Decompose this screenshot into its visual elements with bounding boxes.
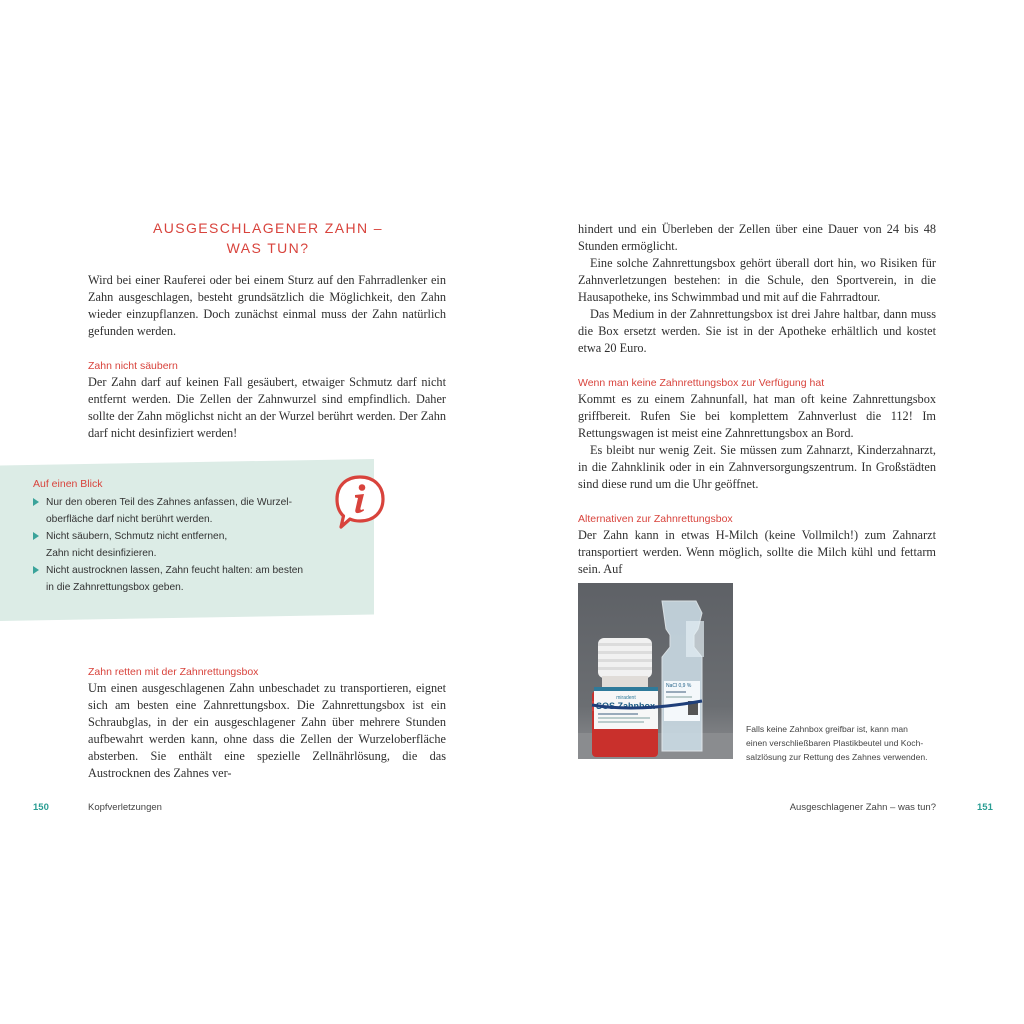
caption-line: einen verschließbaren Plastikbeutel und Koch- xyxy=(746,738,924,748)
section3-paragraphs xyxy=(578,391,936,493)
bullet-triangle-icon xyxy=(33,532,39,540)
section1-text: Der Zahn darf auf keinen Fall gesäubert, etwaiger Schmutz darf nicht entfernt werden. Die Zellen der Zahnwurzel sind empfindlich. Daher sollte der Zahn möglichst nicht an der Wurzel berührt werden. Der Zahn darf nicht desinfiziert werden! xyxy=(88,375,446,440)
caption-line: Falls keine Zahnbox greifbar ist, kann man xyxy=(746,724,908,734)
chapter-title-line2: WAS TUN? xyxy=(226,240,310,256)
photo-caption xyxy=(746,722,936,764)
chapter-title-line1: AUSGESCHLAGENER ZAHN – xyxy=(153,220,383,236)
zahnbox-illustration xyxy=(578,583,733,759)
intro-text: Wird bei einer Rauferei oder bei einem Sturz auf den Fahrradlenker ein Zahn ausgeschlagen, besteht grundsätzlich die Möglichkeit, den Zahn wieder einzupflanzen. Doch zunächst einmal muss der Zahn natürlich gefunden werden. xyxy=(88,273,446,338)
infobox-item-line: in die Zahnrettungsbox geben. xyxy=(46,582,184,593)
infobox-list xyxy=(33,494,323,596)
section-heading-alternativen: Alternativen zur Zahnrettungsbox xyxy=(578,513,733,525)
box-brand-text: miradent xyxy=(616,695,636,701)
info-speech-bubble-icon xyxy=(334,474,386,530)
intro-paragraph xyxy=(88,272,446,340)
caption-line: salzlösung zur Rettung des Zahnes verwenden. xyxy=(746,752,928,762)
section4-paragraph xyxy=(578,527,936,578)
page-number-left: 150 xyxy=(33,802,49,813)
right-top-paragraphs xyxy=(578,221,936,357)
running-head-left: Kopfverletzungen xyxy=(88,802,162,813)
infobox-item-line: Nur den oberen Teil des Zahnes anfassen, die Wurzel- xyxy=(46,497,292,508)
section1-paragraph xyxy=(88,374,446,442)
chapter-title xyxy=(88,218,448,258)
infobox-item xyxy=(33,562,323,596)
infobox-item xyxy=(33,528,323,562)
section2-text: Um einen ausgeschlagenen Zahn unbeschadet zu transportieren, eignet sich am besten eine Zahnrettungsbox. Die Zahnrettungsbox ist ein Schraubglas, in der ein ausgeschlagener Zahn über mehrere Stunden aufbewahrt werden kann, ohne dass die Zellen der Wurzeloberfläche absterben. Sie enthält eine spezielle Zellnährlösung, die das Austrocknen des Zahnes ver- xyxy=(88,681,446,780)
paragraph: Kommt es zu einem Zahnunfall, hat man oft keine Zahnrettungsbox griffbereit. Rufen Sie bei komplettem Zahnverlust die 112! Im Rettungswagen ist meist eine Zahnrettungsbox an Bord. xyxy=(578,392,936,440)
infobox-item-line: oberfläche darf nicht berührt werden. xyxy=(46,514,213,525)
bullet-triangle-icon xyxy=(33,566,39,574)
section-heading-keine-zahnrettungsbox: Wenn man keine Zahnrettungsbox zur Verfügung hat xyxy=(578,377,825,389)
box-label-text: SOS Zahnbox xyxy=(596,701,656,711)
section-heading-zahnrettungsbox: Zahn retten mit der Zahnrettungsbox xyxy=(88,666,259,678)
ampoule-label-text: NaCl 0,9 % xyxy=(666,683,692,689)
section4-text: Der Zahn kann in etwas H-Milch (keine Vollmilch!) zum Zahnarzt transportiert werden. Wenn möglich, sollte die Milch kühl und fettarm sein. Auf xyxy=(578,528,936,576)
paragraph: Das Medium in der Zahnrettungsbox ist drei Jahre haltbar, dann muss die Box ersetzt werden. Sie ist in der Apotheke erhältlich und kostet etwa 20 Euro. xyxy=(578,307,936,355)
running-head-right: Ausgeschlagener Zahn – was tun? xyxy=(789,802,936,813)
product-photo xyxy=(578,583,733,759)
section2-paragraph xyxy=(88,680,446,782)
infobox-item-line: Nicht säubern, Schmutz nicht entfernen, xyxy=(46,531,228,542)
section-heading-zahn-nicht-saeubern: Zahn nicht säubern xyxy=(88,360,178,372)
infobox-item xyxy=(33,494,323,528)
paragraph: Es bleibt nur wenig Zeit. Sie müssen zum Zahnarzt, Kinderzahnarzt, in die Zahnklinik oder in ein Zahnversorgungszentrum. In Großstädten sind diese rund um die Uhr geöffnet. xyxy=(578,443,936,491)
paragraph: Eine solche Zahnrettungsbox gehört überall dort hin, wo Risiken für Zahnverletzungen bestehen: in die Schule, den Sportverein, in die Hausapotheke, ins Schwimmbad und mit auf die Fahrradtour. xyxy=(578,256,936,304)
infobox-item-line: Nicht austrocknen lassen, Zahn feucht halten: am besten xyxy=(46,565,304,576)
infobox-item-line: Zahn nicht desinfizieren. xyxy=(46,548,157,559)
bullet-triangle-icon xyxy=(33,498,39,506)
infobox-heading: Auf einen Blick xyxy=(33,478,103,490)
continuation-text: hindert und ein Überleben der Zellen über eine Dauer von 24 bis 48 Stunden ermöglicht. xyxy=(578,222,936,253)
page-number-right: 151 xyxy=(977,802,993,813)
